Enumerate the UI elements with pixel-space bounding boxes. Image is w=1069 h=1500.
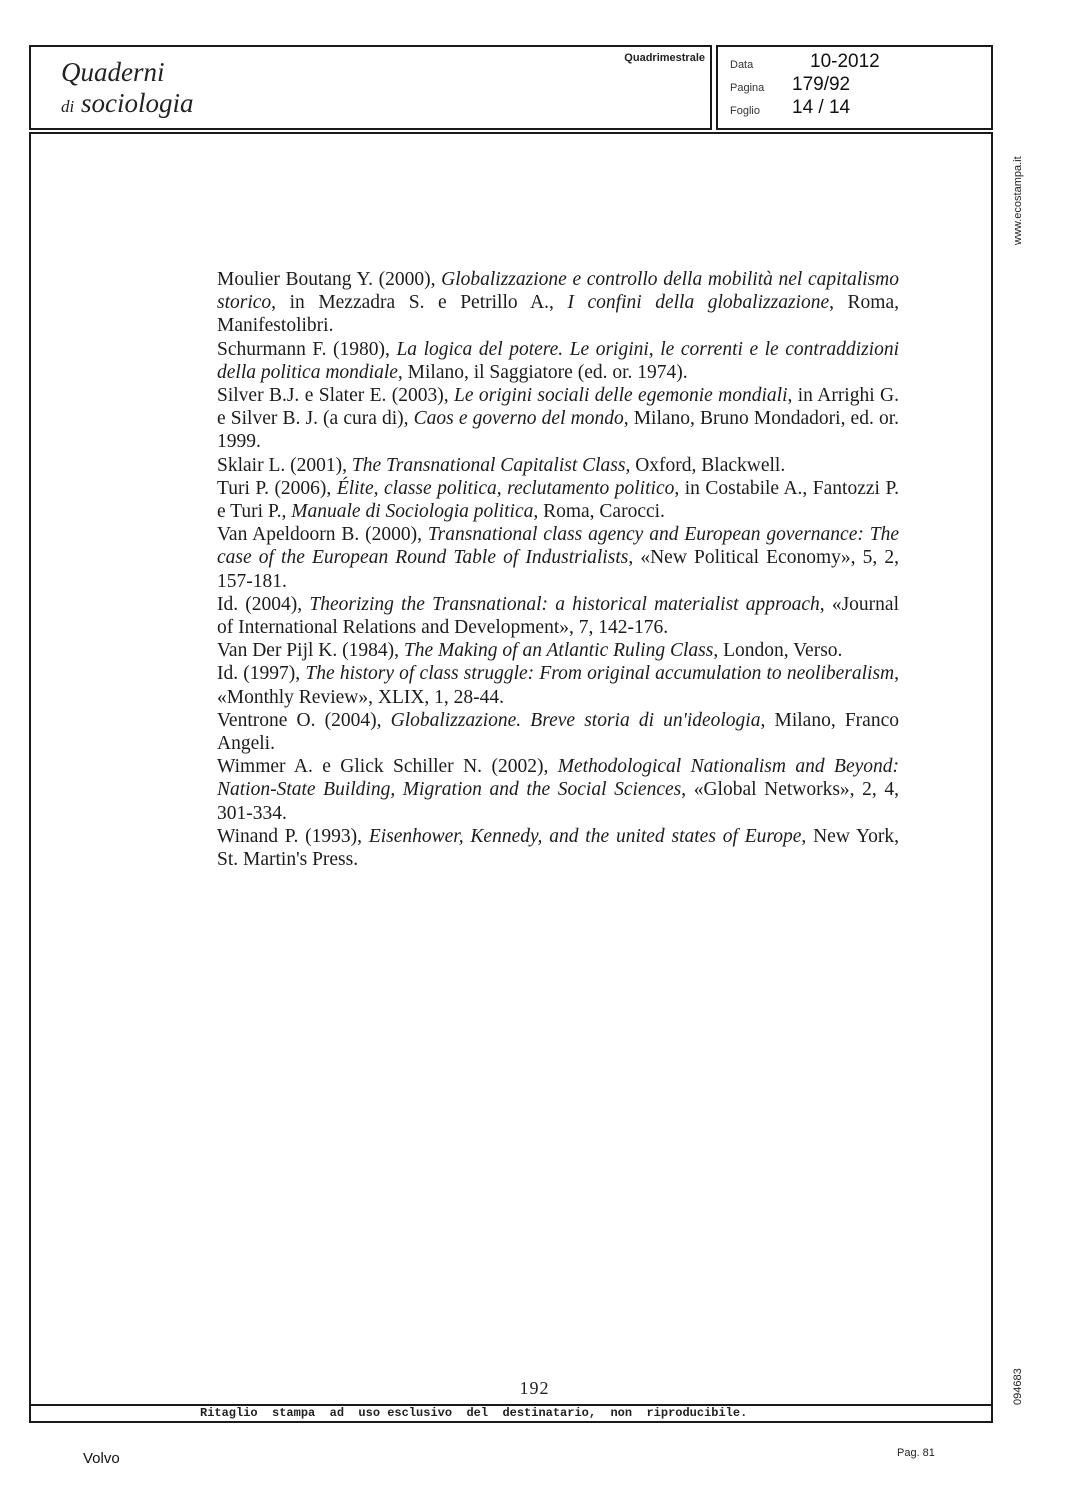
title-prefix: di — [61, 97, 75, 116]
side-url-text: www.ecostampa.it — [1012, 156, 1024, 245]
reference-text: , «Monthly Review», XLIX, 1, 28-44. — [217, 663, 899, 708]
reference-text: , Roma, Carocci. — [533, 501, 665, 523]
reference-entry — [217, 593, 899, 639]
reference-text: , Milano, Bruno Mondadori, ed. or. 1999. — [217, 408, 900, 453]
publication-title — [61, 57, 193, 122]
title-line-1: Quaderni — [61, 57, 165, 87]
reference-text: Van Apeldoorn B. (2000), — [217, 524, 428, 546]
reference-title: Theorizing the Transnational: a historical materialist approach — [309, 593, 820, 615]
reference-text: , «Global Networks», 2, 4, 301-334. — [217, 779, 899, 824]
reference-text: , «New Political Economy», 5, 2, 157-181. — [217, 547, 899, 592]
meta-row-page — [730, 74, 980, 96]
reference-text: , Oxford, Blackwell. — [625, 454, 786, 476]
client-name: Volvo — [83, 1450, 120, 1467]
reference-title: Manuale di Sociologia politica — [291, 501, 534, 523]
reference-text: , London, Verso. — [713, 640, 843, 662]
reference-text: Id. (1997), — [217, 663, 306, 685]
reference-entry — [217, 825, 899, 871]
reference-title: Transnational class agency and European governance: The case of the European Round Table of Industrialists — [217, 524, 899, 569]
reference-title: I confini della globalizzazione — [567, 292, 830, 314]
reference-text: Id. (2004), — [217, 593, 310, 615]
reference-entry — [217, 477, 899, 523]
meta-label: Pagina — [730, 82, 765, 94]
reference-list — [217, 268, 899, 871]
reference-text: , New York, St. Martin's Press. — [217, 825, 899, 871]
reference-title: Globalizzazione e controllo della mobilità nel capitalismo storico — [217, 269, 899, 314]
reference-text: , «Journal of International Relations and Development», 7, 142-176. — [217, 593, 899, 639]
reference-text: Wimmer A. e Glick Schiller N. (2002), — [217, 756, 558, 778]
reference-text: Ventrone O. (2004), — [217, 709, 391, 731]
meta-value: 10-2012 — [810, 51, 880, 72]
reference-entry — [217, 384, 899, 454]
reference-title: Caos e governo del mondo — [413, 408, 624, 430]
reference-text: , Roma, Manifestolibri. — [217, 292, 899, 337]
masthead-box — [29, 45, 712, 130]
side-code-text: 094683 — [1012, 1368, 1024, 1405]
reference-title: Globalizzazione. Breve storia di un'ideologia — [390, 709, 761, 731]
publication-frequency: Quadrimestrale — [624, 52, 705, 64]
reference-text: , in Costabile A., Fantozzi P. e Turi P., — [217, 477, 900, 523]
reference-text: Moulier Boutang Y. (2000), — [217, 269, 442, 290]
meta-row-date — [730, 51, 980, 73]
reference-text: , Milano, Franco Angeli. — [217, 709, 899, 755]
reference-text: Turi P. (2006), — [217, 477, 337, 499]
reference-text: Van Der Pijl K. (1984), — [217, 640, 404, 662]
title-line-2 — [61, 88, 193, 122]
reference-entry — [217, 454, 899, 477]
reference-text: , in Arrighi G. e Silver B. J. (a cura di), — [217, 385, 899, 430]
reference-text: Winand P. (1993), — [217, 825, 369, 847]
reference-title: Le origini sociali delle egemonie mondiali — [454, 385, 788, 407]
reference-text: , in Mezzadra S. e Petrillo A., — [271, 292, 568, 314]
disclaimer-text: Ritaglio stampa ad uso esclusivo del destinatario, non riproducibile. — [200, 1406, 748, 1420]
reference-text: Silver B.J. e Slater E. (2003), — [217, 385, 455, 407]
reference-entry — [217, 639, 899, 662]
meta-value: 179/92 — [792, 74, 851, 95]
reference-text: Schurmann F. (1980), — [217, 338, 397, 360]
reference-text: , Milano, il Saggiatore (ed. or. 1974). — [397, 361, 688, 383]
reference-entry — [217, 709, 899, 755]
meta-row-sheet — [730, 97, 980, 119]
reference-title: The history of class struggle: From original accumulation to neoliberalism — [305, 663, 895, 685]
reference-title: Methodological Nationalism and Beyond: Nation-State Building, Migration and the Social Sciences — [217, 756, 900, 801]
reference-entry — [217, 338, 899, 384]
reference-entry — [217, 662, 899, 708]
reference-title: Élite, classe politica, reclutamento politico — [336, 477, 675, 499]
reference-title: Eisenhower, Kennedy, and the united states of Europe — [368, 825, 802, 847]
page-label: Pag. 81 — [897, 1447, 935, 1459]
reference-entry — [217, 523, 899, 593]
reference-entry — [217, 755, 899, 825]
reference-title: The Making of an Atlantic Ruling Class — [403, 640, 714, 662]
reference-entry — [217, 268, 899, 338]
metadata-box — [716, 45, 993, 130]
title-word: sociologia — [80, 88, 194, 118]
reference-text: Sklair L. (2001), — [217, 454, 352, 476]
reference-title: La logica del potere. Le origini, le correnti e le contraddizioni della politica mondiale — [217, 338, 899, 383]
reference-title: The Transnational Capitalist Class — [351, 454, 626, 476]
meta-label: Foglio — [730, 105, 760, 117]
meta-value: 14 / 14 — [792, 97, 851, 118]
meta-label: Data — [730, 59, 754, 71]
page-number: 192 — [519, 1378, 550, 1398]
